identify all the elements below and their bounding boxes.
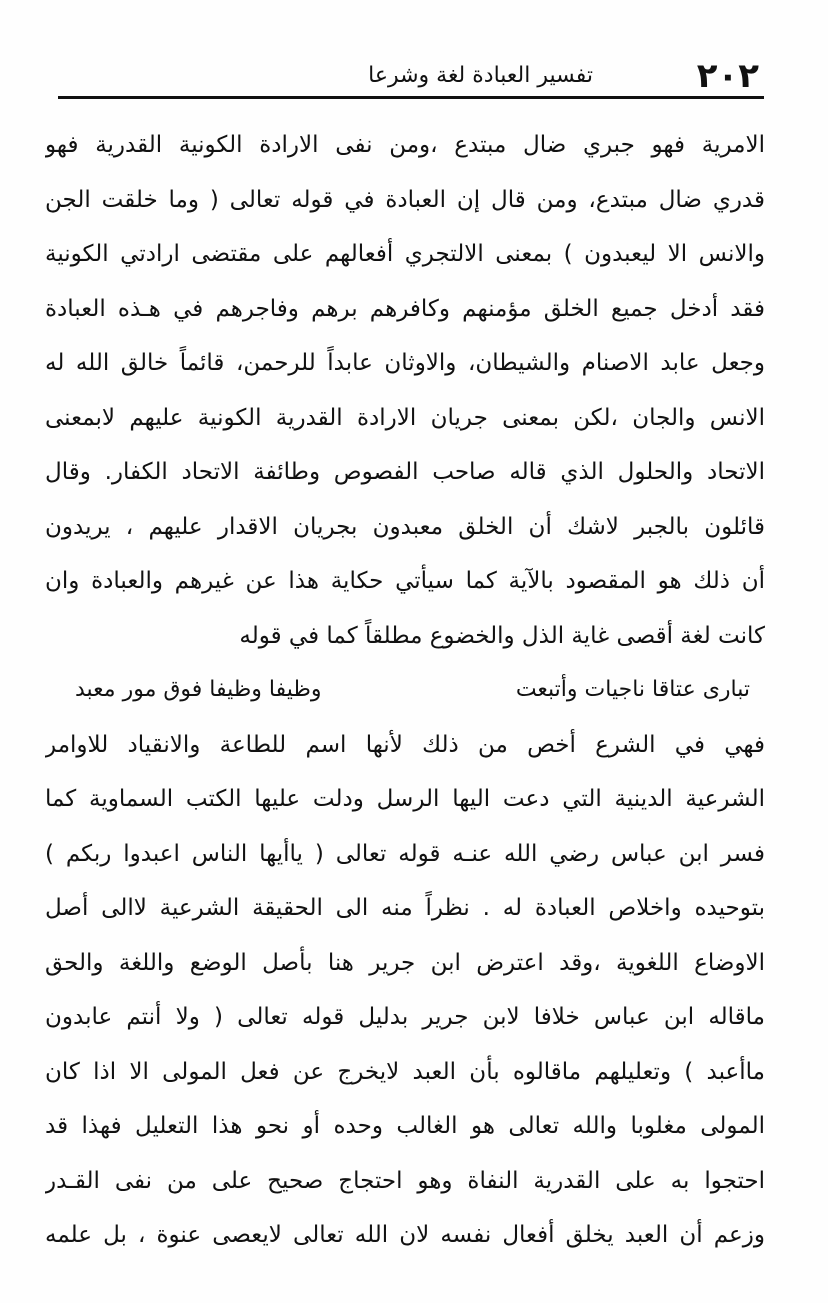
- text-line: فهي في الشرع أخص من ذلك لأنها اسم للطاعة والانقياد للاوامر: [45, 731, 765, 758]
- text-line: فقد أدخل جميع الخلق مؤمنهم وكافرهم برهم وفاجرهم في هـذه العبادة: [45, 295, 765, 322]
- text-line: فسر ابن عباس رضي الله عنـه قوله تعالى ( ياأيها الناس اعبدوا ربكم ): [45, 840, 765, 867]
- text-line: وجعل عابد الاصنام والشيطان، والاوثان عابداً للرحمن، قائماً خالق الله له: [45, 350, 765, 376]
- running-title: تفسير العبادة لغة وشرعا: [368, 63, 593, 88]
- page-number: ٢٠٢: [696, 56, 759, 96]
- text-line: المولى مغلوبا والله تعالى هو الغالب وحده أو نحو هذا التعليل فهذا قد: [45, 1113, 765, 1139]
- text-line: الانس والجان ،لكن بمعنى جريان الارادة القدرية الكونية عليهم لابمعنى: [45, 404, 765, 431]
- verse-hemistich-right: تبارى عتاقا ناجيات وأتبعت: [515, 677, 750, 702]
- text-line: الامرية فهو جبري ضال مبتدع ،ومن نفى الارادة الكونية القدرية فهو: [45, 132, 765, 158]
- page-header: [58, 50, 763, 96]
- poetry-verse: [45, 663, 765, 718]
- text-line: ماقاله ابن عباس خلافا لابن جرير بدليل قوله تعالى ( ولا أنتم عابدون: [45, 1004, 765, 1030]
- text-line: احتجوا به على القدرية النفاة وهو احتجاج صحيح على من نفى القـدر: [45, 1167, 765, 1194]
- header-rule: [58, 96, 764, 99]
- text-line: والانس الا ليعبدون ) بمعنى الالتجري أفعالهم على مقتضى ارادتي الكونية: [45, 241, 765, 267]
- text-line: قائلون بالجبر لاشك أن الخلق معبدون بجريان الاقدار عليهم ، يريدون: [45, 513, 765, 540]
- text-line: ماأعبد ) وتعليلهم ماقالوه بأن العبد لايخرج عن فعل المولى الا اذا كان: [45, 1058, 765, 1085]
- text-line: الشرعية الدينية التي دعت اليها الرسل ودلت عليها الكتب السماوية كما: [45, 786, 765, 812]
- body-text: [45, 118, 765, 1263]
- verse-hemistich-left: وظيفا وظيفا فوق مور معبد: [75, 677, 322, 702]
- text-line: أن ذلك هو المقصود بالآية كما سيأتي حكاية هذا عن غيرهم والعبادة وان: [45, 568, 765, 594]
- text-line: قدري ضال مبتدع، ومن قال إن العبادة في قوله تعالى ( وما خلقت الجن: [45, 186, 765, 213]
- text-line: وزعم أن العبد يخلق أفعال نفسه لان الله تعالى لايعصى عنوة ، بل علمه: [45, 1222, 765, 1248]
- text-line: كانت لغة أقصى غاية الذل والخضوع مطلقاً كما في قوله: [239, 622, 765, 649]
- text-line: الاتحاد والحلول الذي قاله صاحب الفصوص وطائفة الاتحاد الكفار. وقال: [45, 459, 765, 485]
- text-line: بتوحيده واخلاص العبادة له . نظراً منه الى الحقيقة الشرعية لاالى أصل: [45, 895, 765, 921]
- text-line: الاوضاع اللغوية ،وقد اعترض ابن جرير هنا بأصل الوضع واللغة والحق: [45, 949, 765, 976]
